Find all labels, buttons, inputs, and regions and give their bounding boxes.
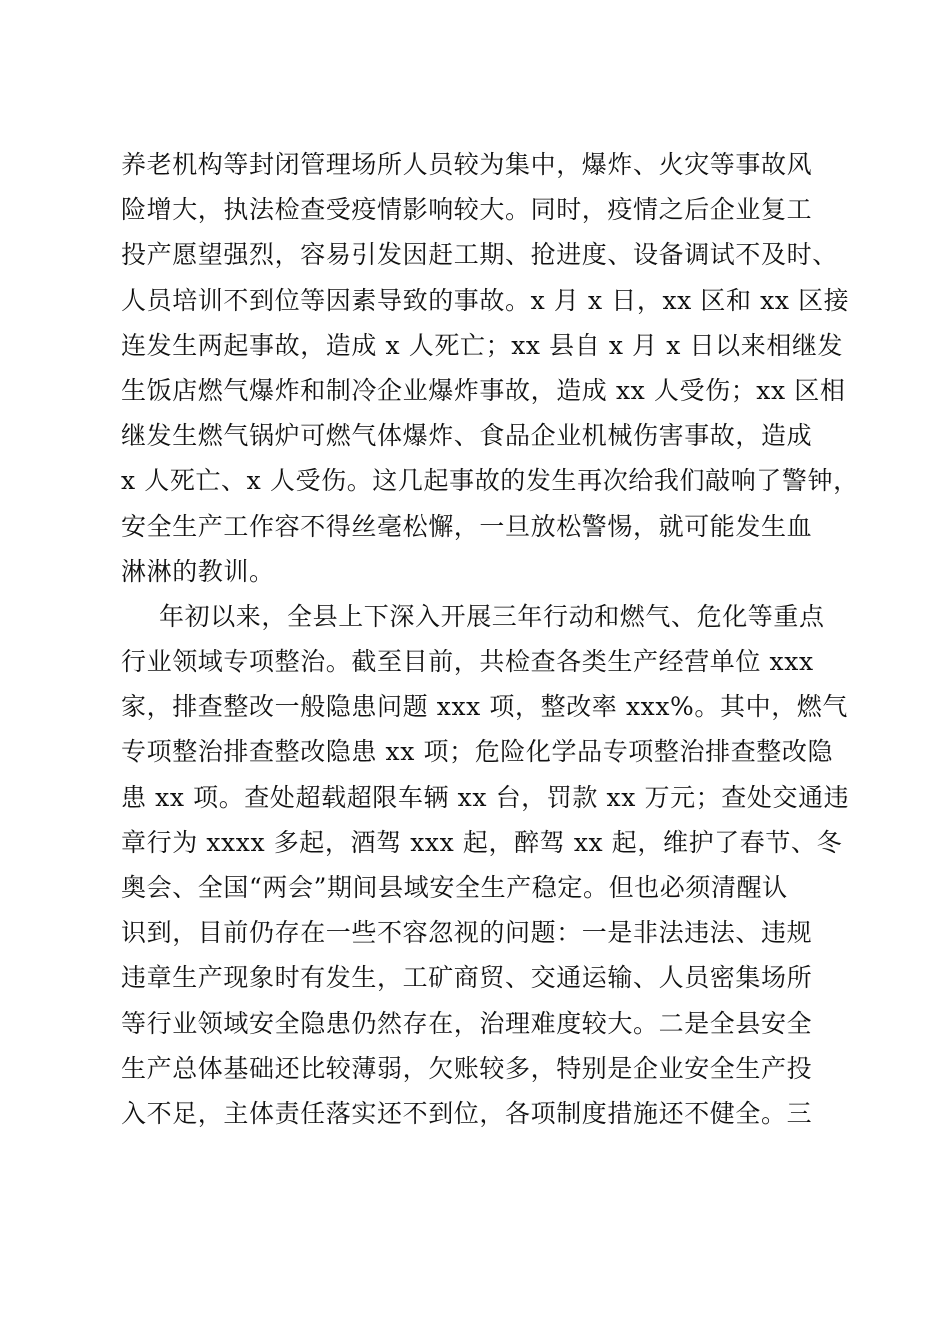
paragraph-2-line: 年初以来，全县上下深入开展三年行动和燃气、危化等重点	[159, 601, 825, 631]
paragraph-1-line: 人员培训不到位等因素导致的事故。x 月 x 日，xx 区和 xx 区接	[121, 285, 850, 315]
paragraph-1-line: 险增大，执法检查受疫情影响较大。同时，疫情之后企业复工	[121, 195, 813, 225]
paragraph-2-line: 生产总体基础还比较薄弱，欠账较多，特别是企业安全生产投	[121, 1053, 813, 1083]
paragraph-2-line: 识到，目前仍存在一些不容忽视的问题：一是非法违法、违规	[121, 918, 813, 948]
paragraph-1-line: 投产愿望强烈，容易引发因赶工期、抢进度、设备调试不及时、	[121, 240, 838, 270]
paragraph-1-line: 生饭店燃气爆炸和制冷企业爆炸事故，造成 xx 人受伤；xx 区相	[121, 375, 846, 405]
paragraph-2-line: 违章生产现象时有发生，工矿商贸、交通运输、人员密集场所	[121, 963, 813, 993]
paragraph-1-line: 淋淋的教训。	[121, 556, 275, 586]
paragraph-2-line: 等行业领域安全隐患仍然存在，治理难度较大。二是全县安全	[121, 1008, 813, 1038]
document-body	[121, 142, 859, 1136]
paragraph-2-line: 入不足，主体责任落实还不到位，各项制度措施还不健全。三	[121, 1098, 813, 1128]
paragraph-1-line: 安全生产工作容不得丝毫松懈，一旦放松警惕，就可能发生血	[121, 511, 813, 541]
paragraph-1-line: x 人死亡、x 人受伤。这几起事故的发生再次给我们敲响了警钟，	[121, 466, 859, 496]
paragraph-2-line: 家，排查整改一般隐患问题 xxx 项，整改率 xxx%。其中，燃气	[121, 692, 848, 722]
paragraph-2-line: 奥会、全国“两会”期间县域安全生产稳定。但也必须清醒认	[121, 873, 788, 902]
paragraph-2-line: 章行为 xxxx 多起，酒驾 xxx 起，醉驾 xx 起，维护了春节、冬	[121, 827, 843, 857]
paragraph-1-line: 继发生燃气锅炉可燃气体爆炸、食品企业机械伤害事故，造成	[121, 421, 813, 451]
paragraph-2-line: 行业领域专项整治。截至目前，共检查各类生产经营单位 xxx	[121, 647, 814, 677]
paragraph-1-line: 连发生两起事故，造成 x 人死亡；xx 县自 x 月 x 日以来相继发	[121, 330, 844, 360]
paragraph-2-line: 专项整治排查整改隐患 xx 项；危险化学品专项整治排查整改隐	[121, 737, 834, 767]
paragraph-1-line: 养老机构等封闭管理场所人员较为集中，爆炸、火灾等事故风	[121, 150, 813, 179]
paragraph-2-line: 患 xx 项。查处超载超限车辆 xx 台，罚款 xx 万元；查处交通违	[121, 782, 850, 812]
